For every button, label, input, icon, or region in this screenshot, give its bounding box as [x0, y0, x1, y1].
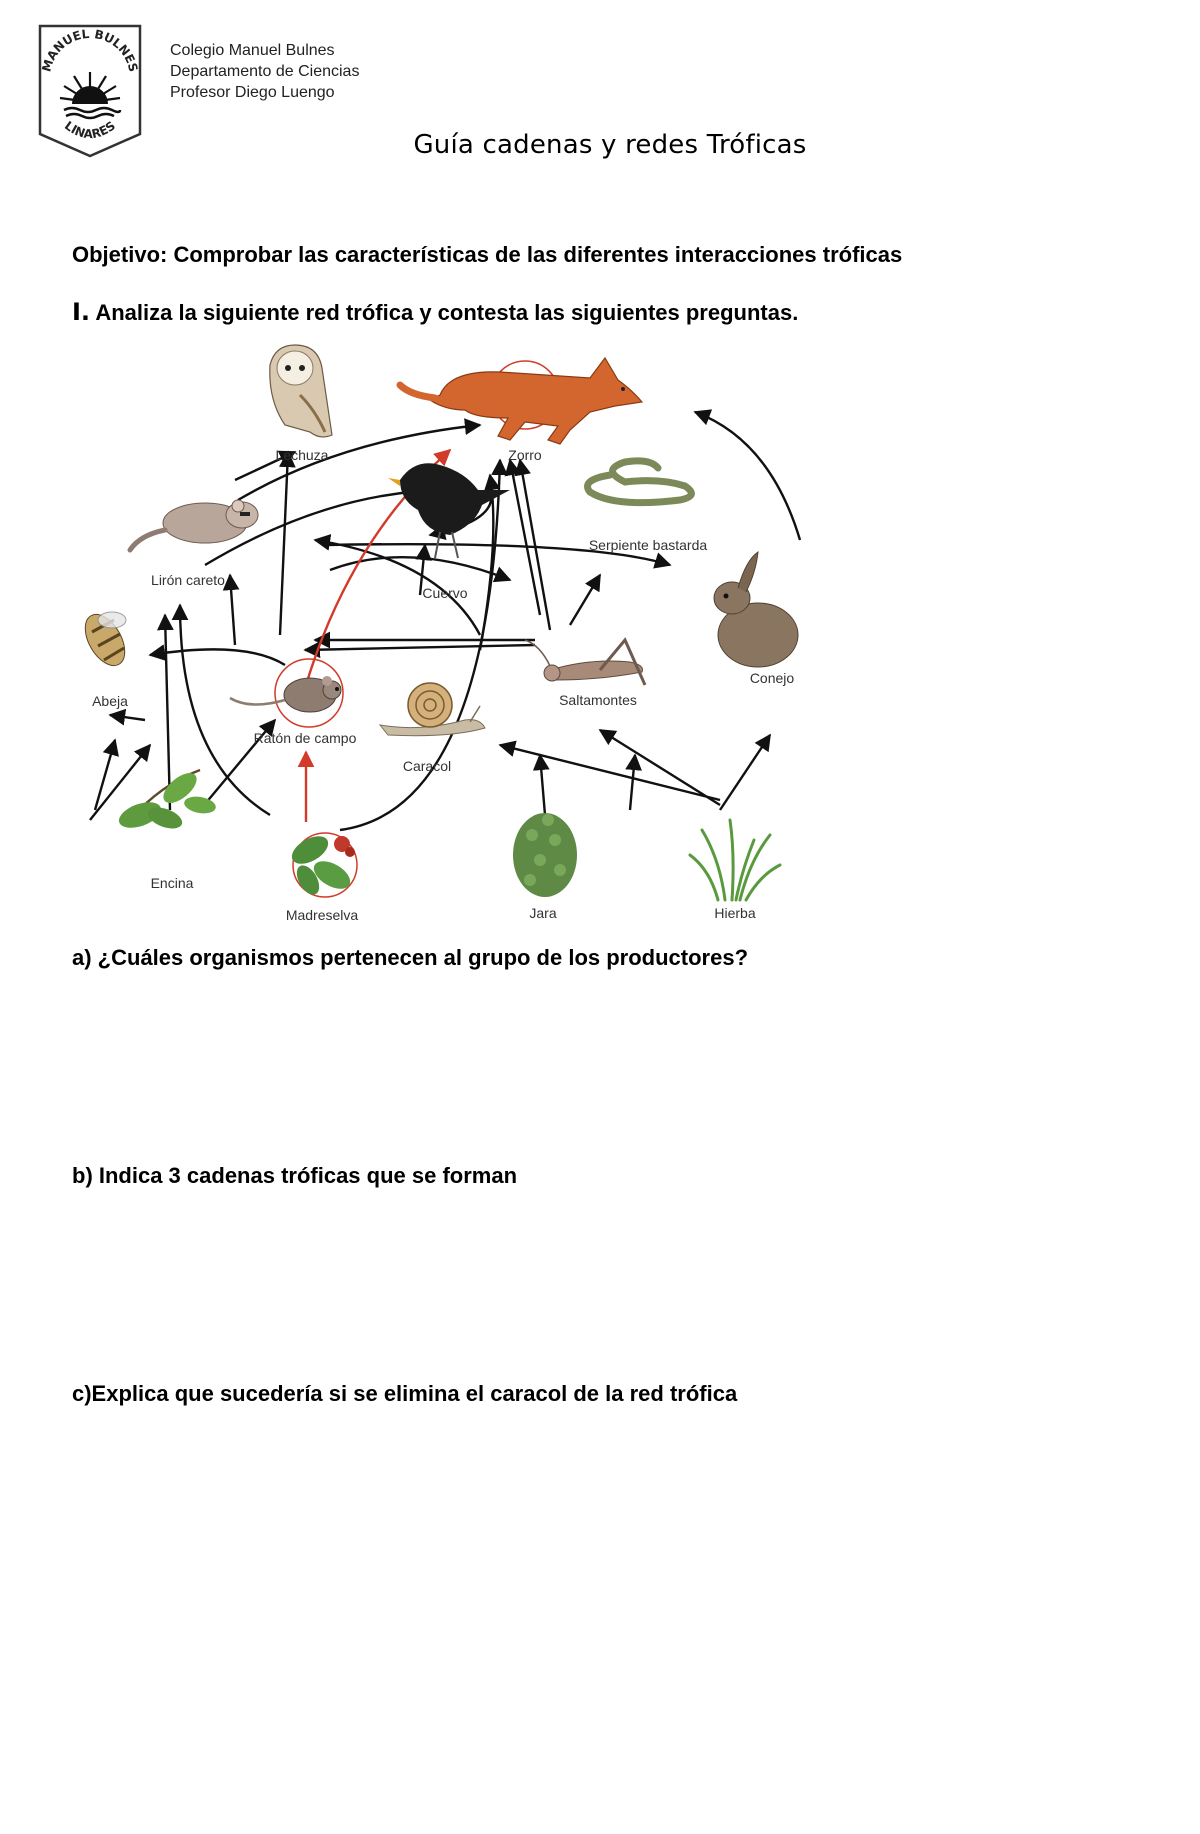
- label-abeja: Abeja: [92, 693, 128, 709]
- bee-icon: [77, 608, 133, 672]
- label-raton-de-campo: Ratón de campo: [253, 730, 357, 746]
- label-jara: Jara: [529, 905, 557, 920]
- label-zorro: Zorro: [508, 447, 542, 463]
- teacher-name: Profesor Diego Luengo: [170, 84, 335, 101]
- section-number: I.: [72, 298, 91, 326]
- label-caracol: Caracol: [402, 758, 452, 774]
- label-lechuza: Lechuza: [275, 447, 329, 463]
- dormouse-icon: [130, 500, 258, 550]
- objective-text: Objetivo: Comprobar las características de las diferentes interacciones tróficas: [72, 242, 903, 267]
- snake-icon: [588, 461, 692, 503]
- label-liron-careto: Lirón careto: [151, 572, 225, 588]
- label-serpiente-bastarda: Serpiente bastarda: [588, 537, 708, 553]
- label-madreselva: Madreselva: [285, 907, 359, 920]
- rockrose-icon: [513, 813, 577, 897]
- honeysuckle-icon: [287, 830, 355, 898]
- holm-oak-icon: [116, 767, 218, 832]
- question-a: a) ¿Cuáles organismos pertenecen al grupo de los productores?: [72, 945, 749, 970]
- school-header: [170, 40, 359, 103]
- field-mouse-icon: [230, 676, 341, 712]
- food-web-diagram: [70, 340, 930, 920]
- department-name: Departamento de Ciencias: [170, 63, 360, 80]
- instruction-body: Analiza la siguiente red trófica y contesta las siguientes preguntas.: [95, 300, 799, 325]
- label-hierba: Hierba: [714, 905, 756, 920]
- question-c: c)Explica que sucedería si se elimina el caracol de la red trófica: [72, 1381, 738, 1406]
- question-b: b) Indica 3 cadenas tróficas que se forman: [72, 1163, 518, 1188]
- rabbit-icon: [714, 552, 798, 667]
- grasshopper-icon: [525, 640, 645, 685]
- label-cuervo: Cuervo: [422, 585, 468, 601]
- label-encina: Encina: [150, 875, 194, 891]
- svg-text:LINARES: LINARES: [62, 118, 118, 142]
- page-title: Guía cadenas y redes Tróficas: [413, 130, 807, 160]
- instruction-text: [72, 298, 798, 326]
- svg-text:MANUEL BULNES: MANUEL BULNES: [39, 26, 141, 74]
- label-saltamontes: Saltamontes: [559, 692, 637, 708]
- school-name: Colegio Manuel Bulnes: [170, 42, 335, 59]
- grass-icon: [690, 820, 780, 900]
- owl-icon: [270, 345, 332, 437]
- label-conejo: Conejo: [749, 670, 795, 686]
